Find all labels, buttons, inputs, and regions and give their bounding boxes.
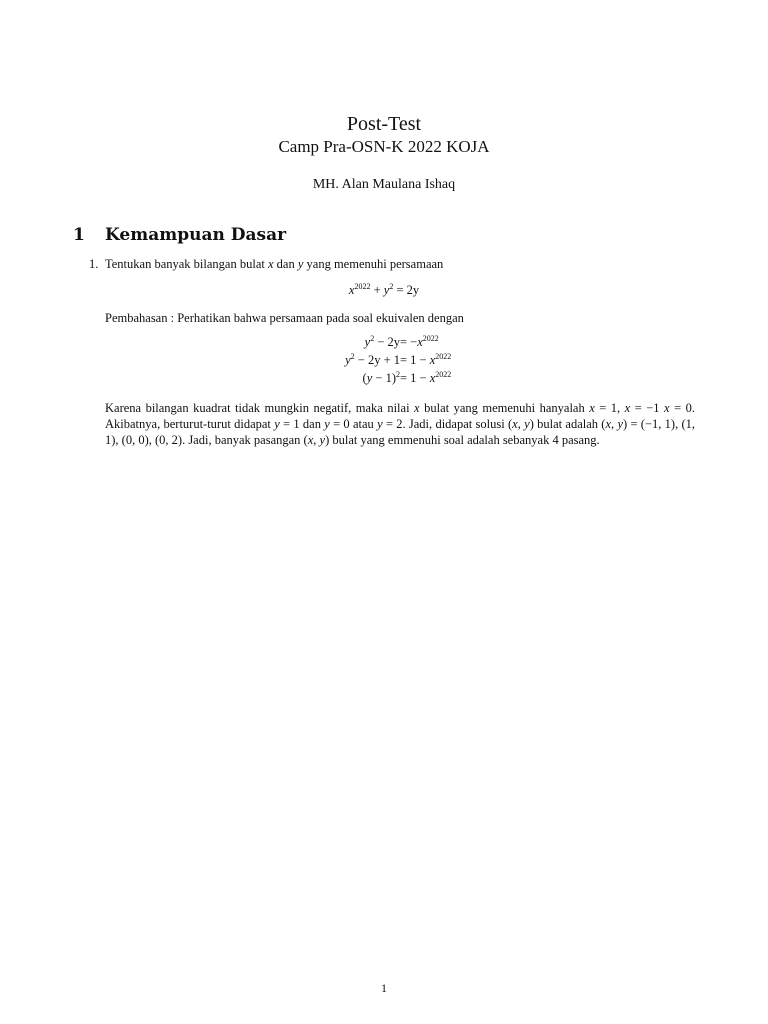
solution-intro: Pembahasan : Perhatikan bahwa persamaan pada soal ekuivalen dengan [105, 311, 464, 325]
section-heading [73, 224, 286, 246]
problem-equation: $x^{2022} + y^2 = 2y$ [348, 282, 420, 297]
document-title: Post-Test [346, 113, 422, 135]
equation-row [300, 351, 500, 369]
section-title: Kemampuan Dasar [105, 225, 287, 245]
equation-lhs: $(y - 1)^2$ [362, 370, 400, 385]
document-author: MH. Alan Maulana Ishaq [312, 177, 456, 192]
document-subtitle: Camp Pra-OSN-K 2022 KOJA [278, 137, 490, 156]
equation-row [300, 369, 500, 387]
equation-rhs: = $1 - x^{2022}$ [400, 370, 452, 385]
equation-rhs: = $1 - x^{2022}$ [400, 352, 452, 367]
section-number: 1 [73, 225, 85, 245]
equation-lhs: $y^2 - 2y$ [364, 334, 400, 349]
aligned-equations [300, 333, 500, 387]
page-number: 1 [381, 981, 387, 995]
problem-number: 1. [89, 257, 99, 271]
equation-lhs: $y^2 - 2y + 1$ [345, 352, 400, 367]
equation-rhs: = $-x^{2022}$ [400, 334, 439, 349]
equation-row [300, 333, 500, 351]
solution-conclusion: Karena bilangan kuadrat tidak mungkin negatif, maka nilai x bulat yang memenuhi hanyalah x = 1, x = −1 x = 0. Akibatnya, berturut-turut didapat y = 1 dan y = 0 atau y = 2. Jadi, didapat solusi (x, y) bulat adalah (x, y) = (−1, 1), (1, 1), (0, 0), (0, 2). Jadi, banyak pasangan (x, y) bulat yang emmenuhi soal adalah sebanyak 4 pasang. [105, 401, 696, 447]
problem-statement: Tentukan banyak bilangan bulat x dan y yang memenuhi persamaan [105, 257, 444, 271]
